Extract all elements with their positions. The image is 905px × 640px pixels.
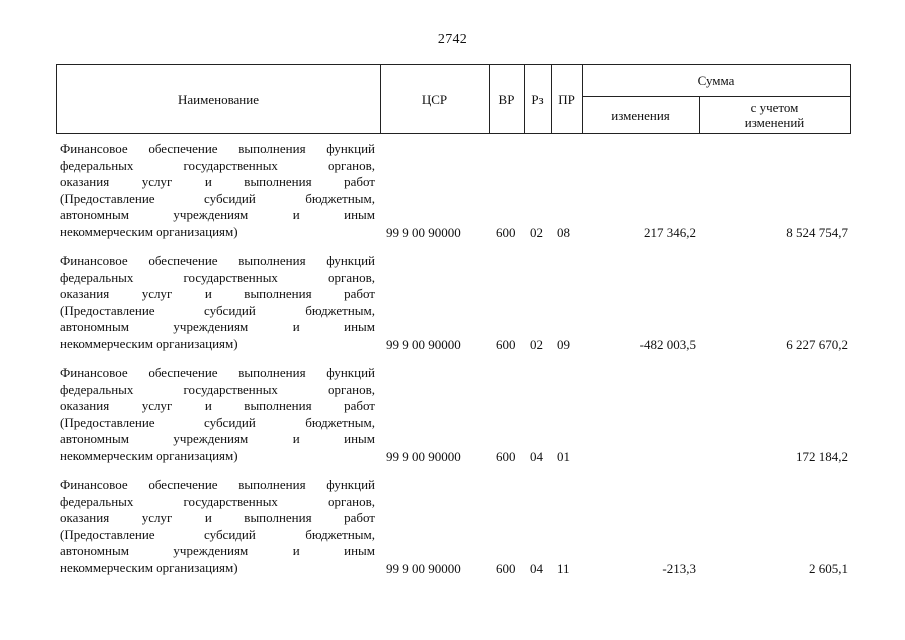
row-name-line: оказания услуг и выполнения работ (60, 174, 375, 189)
row-name-line: федеральных государственных органов, (60, 381, 375, 397)
row-name-line: (Предоставление субсидий бюджетным, (60, 526, 375, 542)
row-name-line: (Предоставление субсидий бюджетным, (60, 190, 375, 206)
header-csr: ЦСР (421, 91, 448, 107)
row-vr: 600 (496, 449, 516, 464)
header-rz: Рз (531, 91, 544, 107)
table-row (56, 358, 851, 470)
row-name-line: оказания услуг и выполнения работ (60, 510, 375, 525)
row-change: 217 346,2 (644, 225, 696, 240)
row-name-line: оказания услуг и выполнения работ (60, 398, 375, 413)
row-name-line: (Предоставление субсидий бюджетным, (60, 414, 375, 430)
row-name-line: некоммерческим организациям) (60, 223, 238, 239)
row-total: 172 184,2 (796, 449, 848, 464)
row-name-line: некоммерческим организациям) (60, 559, 238, 575)
row-name (60, 141, 375, 240)
row-name-line: автономным учреждениям и иным (60, 319, 375, 334)
row-pr: 08 (557, 225, 570, 240)
row-vr: 600 (496, 225, 516, 240)
header-vr: ВР (498, 91, 515, 107)
row-name-line: (Предоставление субсидий бюджетным, (60, 302, 375, 318)
row-name-line: некоммерческим организациям) (60, 447, 238, 463)
row-change: -482 003,5 (639, 337, 696, 352)
row-name-line: Финансовое обеспечение выполнения функций (60, 365, 375, 380)
page-number: 2742 (437, 32, 468, 47)
header-change: изменения (611, 107, 670, 123)
table-row (56, 470, 851, 582)
row-rz: 04 (530, 449, 543, 464)
row-pr: 11 (557, 561, 570, 576)
row-name (60, 253, 375, 352)
row-name-line: Финансовое обеспечение выполнения функций (60, 477, 375, 492)
header-pr: ПР (558, 91, 575, 107)
table-body (56, 134, 851, 582)
table-row (56, 134, 851, 246)
row-name-line: Финансовое обеспечение выполнения функций (60, 253, 375, 268)
header-total (699, 97, 850, 133)
row-total: 2 605,1 (809, 561, 848, 576)
row-pr: 09 (557, 337, 570, 352)
row-name (60, 477, 375, 576)
row-rz: 02 (530, 225, 543, 240)
row-vr: 600 (496, 561, 516, 576)
row-name-line: федеральных государственных органов, (60, 269, 375, 285)
row-rz: 04 (530, 561, 543, 576)
row-change: -213,3 (662, 561, 696, 576)
row-csr: 99 9 00 90000 (386, 337, 461, 352)
row-name-line: автономным учреждениям и иным (60, 543, 375, 558)
header-sum: Сумма (697, 73, 735, 88)
row-total: 6 227 670,2 (786, 337, 848, 352)
header-name: Наименование (178, 91, 259, 107)
row-name-line: Финансовое обеспечение выполнения функций (60, 141, 375, 156)
row-name-line: автономным учреждениям и иным (60, 431, 375, 446)
header-total-line2: изменений (744, 115, 805, 130)
row-csr: 99 9 00 90000 (386, 561, 461, 576)
header-total-line1: с учетом (750, 100, 799, 115)
row-csr: 99 9 00 90000 (386, 225, 461, 240)
row-name (60, 365, 375, 464)
row-name-line: оказания услуг и выполнения работ (60, 286, 375, 301)
row-name-line: некоммерческим организациям) (60, 335, 238, 351)
row-name-line: федеральных государственных органов, (60, 157, 375, 173)
row-total: 8 524 754,7 (786, 225, 848, 240)
table-header (56, 64, 851, 134)
row-pr: 01 (557, 449, 570, 464)
table-row (56, 246, 851, 358)
row-name-line: автономным учреждениям и иным (60, 207, 375, 222)
row-vr: 600 (496, 337, 516, 352)
row-rz: 02 (530, 337, 543, 352)
row-name-line: федеральных государственных органов, (60, 493, 375, 509)
row-csr: 99 9 00 90000 (386, 449, 461, 464)
